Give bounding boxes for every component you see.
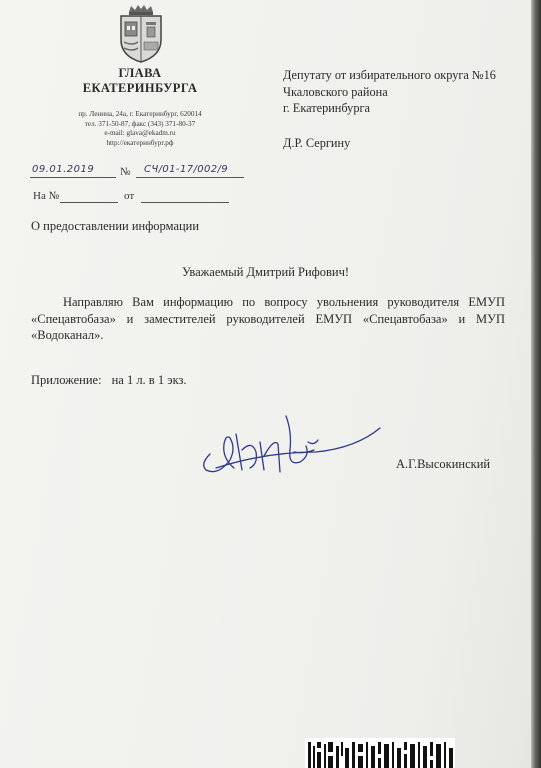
recipient-block bbox=[283, 67, 523, 151]
letterhead-address bbox=[40, 110, 240, 148]
handwritten-signature bbox=[196, 412, 386, 490]
letterhead-title-line1: ГЛАВА bbox=[118, 66, 162, 80]
reply-to-label: На № bbox=[33, 190, 60, 202]
recipient-name: Д.Р. Сергину bbox=[283, 135, 351, 150]
attachment-label: Приложение: bbox=[31, 373, 102, 387]
number-label: № bbox=[120, 166, 131, 178]
letter-greeting: Уважаемый Дмитрий Рифович! bbox=[181, 265, 350, 279]
signer-name: А.Г.Высокинский bbox=[396, 457, 491, 471]
reply-date-underline bbox=[141, 202, 229, 203]
desk-background-edge bbox=[531, 0, 541, 768]
website-line: http://екатеринбург.рф bbox=[106, 138, 174, 147]
phone-line: тел. 371-50-87, факс (343) 371-80-37 bbox=[84, 119, 196, 128]
from-label: от bbox=[124, 190, 135, 202]
attachment-line bbox=[31, 373, 187, 388]
letterhead-title-line2: ЕКАТЕРИНБУРГА bbox=[82, 81, 198, 95]
address-line: пр. Ленина, 24а, г. Екатеринбург, 620014 bbox=[78, 110, 202, 118]
recipient-line2: Чкаловского района bbox=[283, 84, 388, 99]
email-line: e-mail: glava@ekadm.ru bbox=[104, 129, 176, 137]
letter-subject: О предоставлении информации bbox=[31, 219, 200, 233]
attachment-value: на 1 л. в 1 экз. bbox=[111, 373, 187, 387]
number-underline bbox=[136, 177, 244, 178]
registration-date: 09.01.2019 bbox=[32, 164, 95, 175]
reply-number-underline bbox=[60, 202, 118, 203]
registration-number: СЧ/01-17/002/9 bbox=[144, 164, 229, 175]
coat-of-arms-emblem bbox=[118, 4, 164, 64]
barcode-image bbox=[305, 738, 455, 768]
recipient-line1: Депутату от избирательного округа №16 bbox=[283, 68, 496, 82]
letter-body: Направляю Вам информацию по вопросу увольнения руководителя ЕМУП «Спецавтобаза» и заместителей руководителей ЕМУП «Спецавтобаза» и МУП «Водоканал». bbox=[31, 295, 505, 342]
date-underline bbox=[30, 177, 116, 178]
recipient-line3: г. Екатеринбурга bbox=[283, 101, 370, 115]
letterhead-title bbox=[60, 66, 220, 96]
